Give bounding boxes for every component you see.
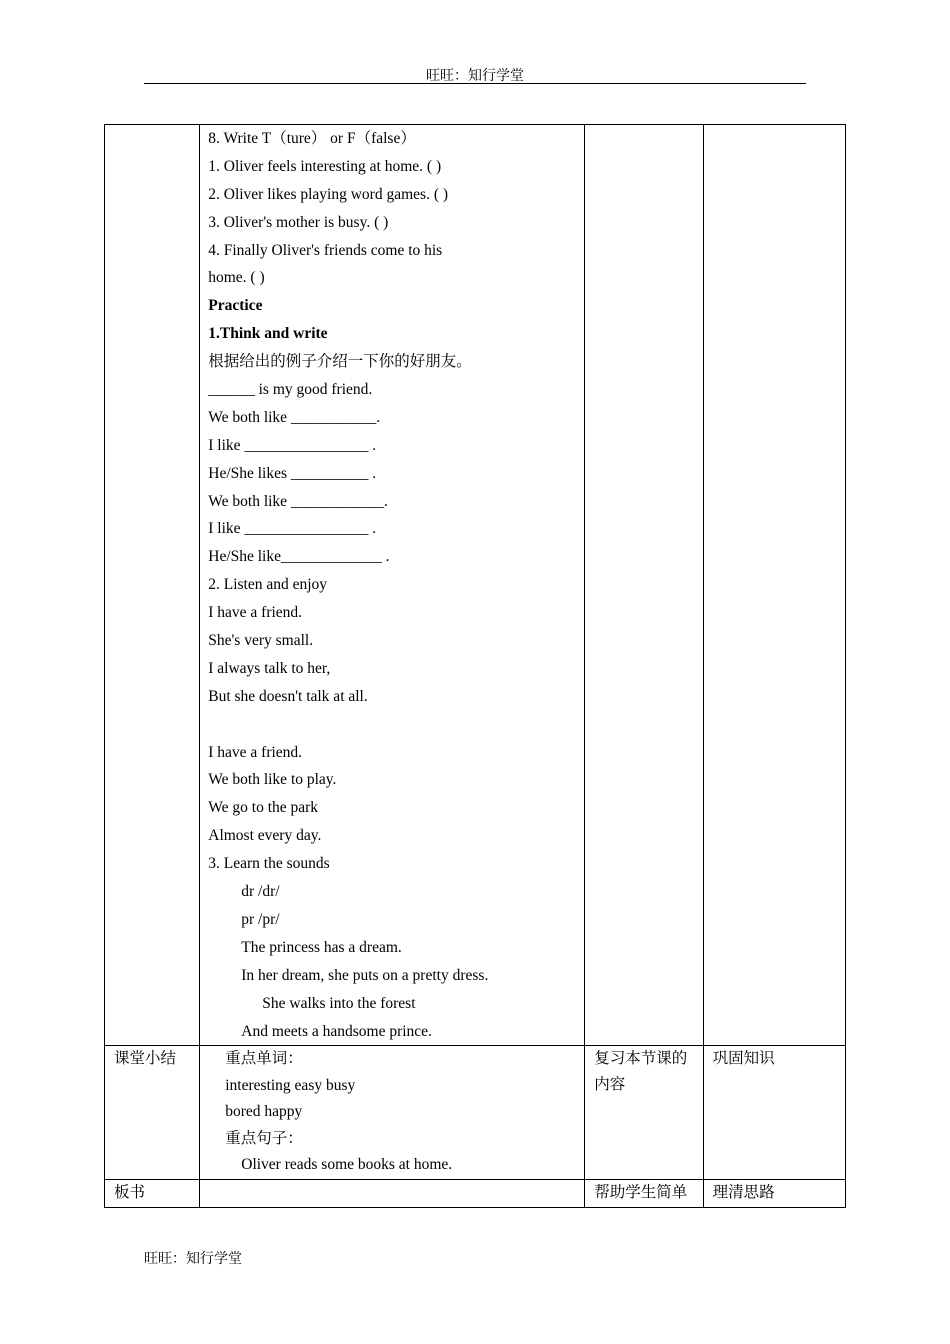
fill-blank-line: I like ________________ . — [208, 436, 377, 454]
exercise-item: 4. Finally Oliver's friends come to his — [208, 241, 443, 259]
key-words-line: bored happy — [225, 1103, 303, 1121]
exercise-heading: 8. Write T（ture） or F（false） — [208, 130, 416, 147]
procedure-content-cell — [200, 125, 585, 1046]
summary-lines — [200, 1046, 584, 1179]
chant-line: The princess has a dream. — [241, 938, 402, 956]
blank-line — [208, 711, 584, 739]
sound-item: dr /dr/ — [241, 883, 280, 901]
board-activity-cell — [585, 1179, 703, 1207]
exercise-item-cont: home. ( ) — [208, 269, 265, 287]
header-divider — [144, 83, 806, 84]
summary-activity-cell — [585, 1046, 703, 1180]
procedure-label-cell — [105, 125, 200, 1046]
summary-content-cell — [200, 1046, 585, 1180]
key-words-line: interesting easy busy — [225, 1076, 356, 1094]
procedure-activity-cell — [585, 125, 703, 1046]
poem-line: I have a friend. — [208, 604, 303, 622]
summary-label-cell — [105, 1046, 200, 1180]
key-sentences-heading: 重点句子： — [225, 1129, 303, 1147]
board-purpose-cell — [703, 1179, 845, 1207]
page-footer: 旺旺：知行学堂 — [144, 1252, 242, 1267]
fill-blank-line: ______ is my good friend. — [208, 381, 373, 399]
poem-line: I have a friend. — [208, 743, 303, 761]
poem-line: Almost every day. — [208, 827, 322, 845]
chant-line: In her dream, she puts on a pretty dress. — [241, 966, 489, 984]
board-purpose: 理清思路 — [712, 1183, 775, 1201]
section-heading-sounds: 3. Learn the sounds — [208, 855, 330, 873]
section-heading-listen: 2. Listen and enjoy — [208, 576, 328, 594]
board-label-cell — [105, 1179, 200, 1207]
chant-line: And meets a handsome prince. — [241, 1022, 432, 1040]
lesson-plan-table — [104, 124, 846, 1208]
summary-label: 课堂小结 — [114, 1050, 177, 1068]
fill-blank-line: He/She likes __________ . — [208, 464, 377, 482]
chant-line: She walks into the forest — [262, 994, 416, 1012]
procedure-purpose-cell — [703, 125, 845, 1046]
poem-line: She's very small. — [208, 632, 314, 650]
fill-blank-line: We both like ___________. — [208, 408, 381, 426]
board-label: 板书 — [114, 1183, 146, 1201]
exercise-item: 2. Oliver likes playing word games. ( ) — [208, 185, 449, 203]
fill-blank-line: He/She like_____________ . — [208, 548, 390, 566]
sound-item: pr /pr/ — [241, 910, 280, 928]
procedure-row — [105, 125, 846, 1046]
summary-purpose: 巩固知识 — [712, 1050, 775, 1068]
poem-line: I always talk to her, — [208, 659, 331, 677]
fill-blank-line: I like ________________ . — [208, 520, 377, 538]
key-words-heading: 重点单词： — [225, 1050, 303, 1068]
exercise-item: 3. Oliver's mother is busy. ( ) — [208, 213, 389, 231]
poem-line: We both like to play. — [208, 771, 337, 789]
instruction-text: 根据给出的例子介绍一下你的好朋友。 — [208, 353, 472, 371]
board-content-cell — [200, 1179, 585, 1207]
section-heading-practice: Practice — [208, 297, 263, 315]
summary-activity: 复习本节课的内容 — [594, 1050, 688, 1094]
procedure-lines — [200, 125, 584, 1045]
key-sentence-line: Oliver reads some books at home. — [241, 1156, 453, 1174]
board-row — [105, 1179, 846, 1207]
fill-blank-line: We both like ____________. — [208, 492, 388, 510]
summary-row — [105, 1046, 846, 1180]
page-header: 旺旺：知行学堂 — [426, 69, 524, 84]
poem-line: But she doesn't talk at all. — [208, 687, 368, 705]
summary-purpose-cell — [703, 1046, 845, 1180]
poem-line: We go to the park — [208, 799, 319, 817]
section-heading-think-write: 1.Think and write — [208, 325, 328, 343]
exercise-item: 1. Oliver feels interesting at home. ( ) — [208, 157, 442, 175]
board-activity: 帮助学生简单 — [594, 1183, 688, 1201]
